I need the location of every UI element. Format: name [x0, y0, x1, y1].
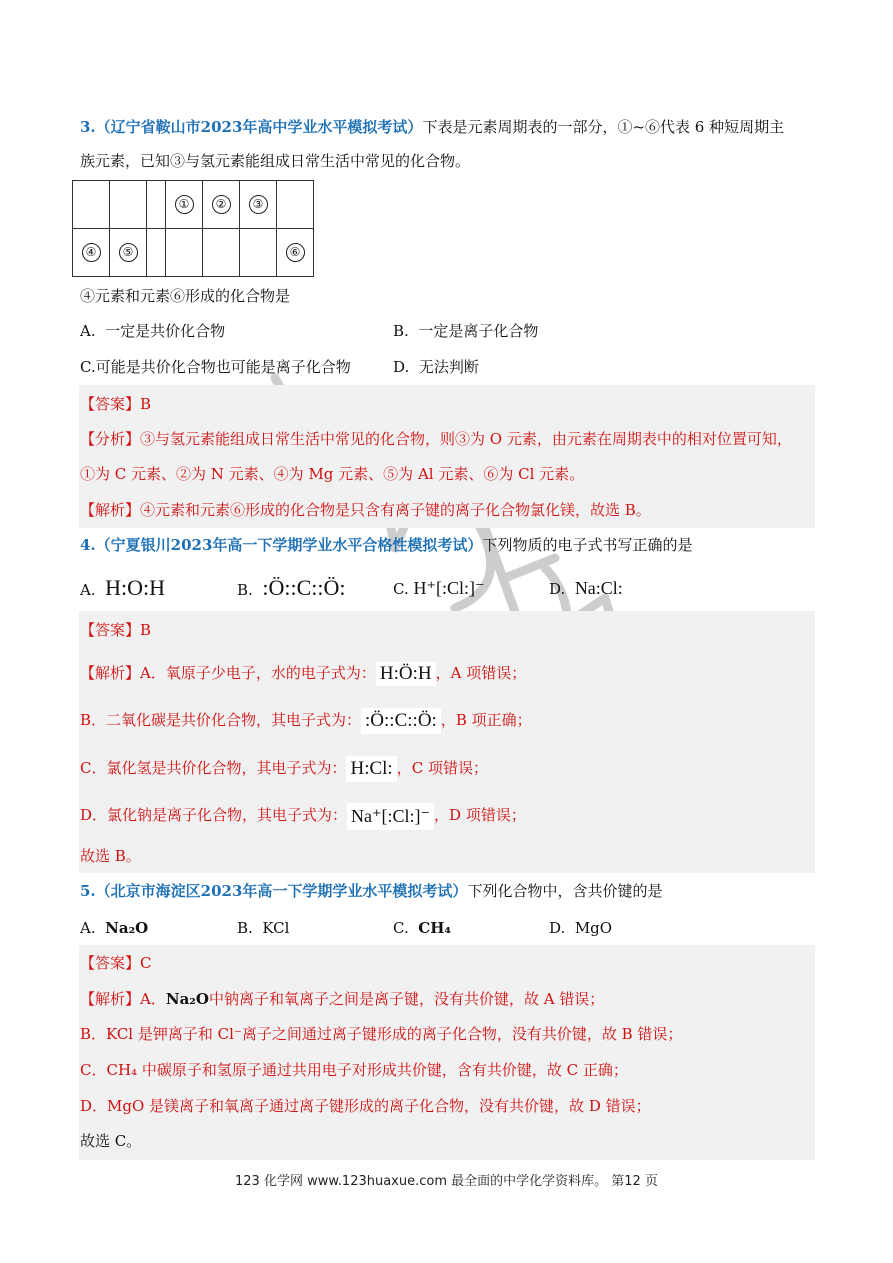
q5-conclusion: 故选 C。	[80, 1132, 142, 1150]
q4-answer-box	[79, 611, 815, 873]
element-marker: ⑥	[286, 243, 305, 262]
electron-formula: H:O:H	[105, 575, 166, 600]
option-label: C.	[80, 358, 96, 376]
electron-formula: H:Ö:H	[379, 663, 432, 684]
table-row	[73, 181, 314, 229]
option-label: C.	[393, 919, 409, 937]
q5-option-a	[80, 916, 148, 940]
q4-option-d	[549, 576, 623, 601]
q4-source: （宁夏银川2023年高一下学期学业水平合格性模拟考试）	[95, 536, 483, 554]
q5-source: （北京市海淀区2023年高一下学期学业水平模拟考试）	[95, 882, 468, 900]
answer-label: 【答案】	[80, 395, 141, 413]
electron-formula: Na⁺[:Cl:]⁻	[351, 805, 431, 826]
option-text: 可能是共价化合物也可能是离子化合物	[95, 358, 351, 376]
electron-formula: H:Cl:	[350, 758, 393, 779]
q4-option-c	[393, 576, 485, 601]
q5-option-d	[549, 916, 612, 940]
q4-option-b	[237, 576, 345, 602]
q5-answer	[80, 953, 152, 973]
q5-option-b	[237, 916, 289, 940]
table-cell	[110, 181, 147, 229]
q4-stem-text: 下列物质的电子式书写正确的是	[482, 536, 693, 554]
option-label: B.	[237, 919, 253, 937]
option-text: MgO	[574, 919, 613, 937]
q3-answer	[80, 394, 151, 414]
explain-label: 【解析】	[80, 664, 141, 682]
element-marker: ⑤	[119, 243, 138, 262]
element-marker: ①	[175, 195, 194, 214]
q4-option-a	[80, 576, 165, 602]
table-cell	[166, 229, 203, 277]
q4-explain-b	[80, 707, 532, 734]
q5-explain-a	[80, 989, 604, 1009]
q3-analysis-line2: ①为 C 元素、②为 N 元素、④为 Mg 元素、⑤为 Al 元素、⑥为 Cl 元素。	[80, 465, 585, 483]
option-label: A.	[80, 581, 96, 599]
table-cell	[240, 181, 277, 229]
option-label: D.	[393, 358, 410, 376]
electron-formula-image	[361, 708, 441, 734]
table-cell	[147, 181, 166, 229]
explain-label: 【解析】	[80, 501, 141, 519]
table-cell	[73, 181, 110, 229]
q4-explain-c	[80, 755, 488, 782]
q5-stem	[80, 881, 662, 901]
q4-answer	[80, 620, 151, 640]
explain-text: ，B 项正确；	[440, 711, 532, 729]
explain-text: ，A 项错误；	[435, 664, 527, 682]
q3-number: 3.	[80, 118, 96, 136]
q5-option-c	[393, 916, 451, 940]
q3-analysis-line1	[80, 429, 792, 449]
answer-value: C	[140, 954, 152, 972]
q5-stem-text: 下列化合物中，含共价键的是	[467, 882, 663, 900]
answer-label: 【答案】	[80, 954, 141, 972]
explain-text: C．氯化氢是共价化合物，其电子式为：	[80, 759, 347, 777]
electron-formula: :Ö::C::Ö:	[262, 575, 346, 600]
q3-stem-text1: 下表是元素周期表的一部分，①~⑥代表 6 种短周期主	[422, 118, 785, 136]
table-cell	[203, 229, 240, 277]
explain-text: ④元素和元素⑥形成的化合物是只含有离子键的离子化合物氯化镁，故选 B。	[140, 501, 651, 519]
option-label: C.	[393, 580, 409, 598]
table-cell	[277, 181, 314, 229]
explain-text: A．氧原子少电子，水的电子式为：	[140, 664, 376, 682]
table-cell	[240, 229, 277, 277]
explain-label: 【解析】	[80, 990, 141, 1008]
option-text: KCl	[262, 919, 290, 937]
q5-number: 5.	[80, 882, 96, 900]
option-label: A.	[80, 919, 96, 937]
q4-stem	[80, 535, 692, 555]
option-label: A.	[80, 322, 96, 340]
table-cell	[147, 229, 166, 277]
option-text: Na₂O	[105, 919, 149, 937]
q3-option-c	[80, 355, 351, 379]
analysis-text: ③与氢元素能组成日常生活中常见的化合物，则③为 O 元素，由元素在周期表中的相对位置可知，	[140, 430, 792, 448]
q4-explain-d	[80, 802, 526, 830]
option-label: D.	[549, 580, 566, 598]
option-text: 一定是共价化合物	[105, 322, 226, 340]
formula-image: Na₂O	[165, 990, 209, 1008]
answer-value: B	[140, 395, 152, 413]
q4-number: 4.	[80, 536, 96, 554]
periodic-table-fragment	[72, 180, 314, 277]
q3-stem-line2: 族元素，已知③与氢元素能组成日常生活中常见的化合物。	[80, 152, 471, 170]
explain-text: B．二氧化碳是共价化合物，其电子式为：	[80, 711, 362, 729]
explain-text: D．氯化钠是离子化合物，其电子式为：	[80, 806, 348, 824]
q3-option-a	[80, 319, 225, 343]
table-cell	[277, 229, 314, 277]
q4-conclusion: 故选 B。	[80, 847, 141, 865]
option-text: 无法判断	[418, 358, 479, 376]
electron-formula: :Ö::C::Ö:	[365, 710, 437, 731]
element-marker: ④	[82, 243, 101, 262]
option-label: B.	[237, 581, 253, 599]
q4-explain-a	[80, 661, 526, 686]
q5-explain-d: D．MgO 是镁离子和氧离子通过离子键形成的离子化合物，没有共价键，故 D 错误；	[80, 1097, 651, 1115]
element-marker: ②	[212, 195, 231, 214]
answer-value: B	[140, 621, 152, 639]
q3-option-d	[393, 355, 479, 379]
q3-stem-line1	[80, 117, 784, 137]
explain-text: 中钠离子和氧离子之间是离子键，没有共价键，故 A 错误；	[208, 990, 605, 1008]
q3-question: ④元素和元素⑥形成的化合物是	[80, 287, 291, 305]
answer-label: 【答案】	[80, 621, 141, 639]
page-footer: 123 化学网 www.123huaxue.com 最全面的中学化学资料库。 第12 页	[235, 1174, 658, 1189]
table-row	[73, 229, 314, 277]
option-text: CH₄	[418, 919, 451, 937]
q5-answer-box	[79, 945, 815, 1160]
table-cell	[203, 181, 240, 229]
explain-text: ，C 项错误；	[396, 759, 488, 777]
electron-formula: H⁺[:Cl:]⁻	[413, 578, 485, 598]
option-label: B.	[393, 322, 409, 340]
q3-option-b	[393, 319, 538, 343]
electron-formula-image	[346, 756, 396, 782]
explain-text: A．	[140, 990, 166, 1008]
q3-explain	[80, 500, 651, 520]
option-label: D.	[549, 919, 566, 937]
analysis-label: 【分析】	[80, 430, 141, 448]
element-marker: ③	[249, 195, 268, 214]
q5-explain-b: B．KCl 是钾离子和 Cl⁻离子之间通过离子键形成的离子化合物，没有共价键，故 B 错误；	[80, 1025, 683, 1043]
electron-formula-image	[347, 803, 434, 830]
table-cell	[110, 229, 147, 277]
table-cell	[166, 181, 203, 229]
explain-text: ，D 项错误；	[434, 806, 526, 824]
electron-formula: Na:Cl:	[574, 578, 623, 598]
electron-formula-image	[376, 662, 436, 686]
table-cell	[73, 229, 110, 277]
q3-source: （辽宁省鞍山市2023年高中学业水平模拟考试）	[95, 118, 423, 136]
q5-explain-c: C．CH₄ 中碳原子和氢原子通过共用电子对形成共价键，含有共价键，故 C 正确；	[80, 1061, 628, 1079]
option-text: 一定是离子化合物	[418, 322, 539, 340]
